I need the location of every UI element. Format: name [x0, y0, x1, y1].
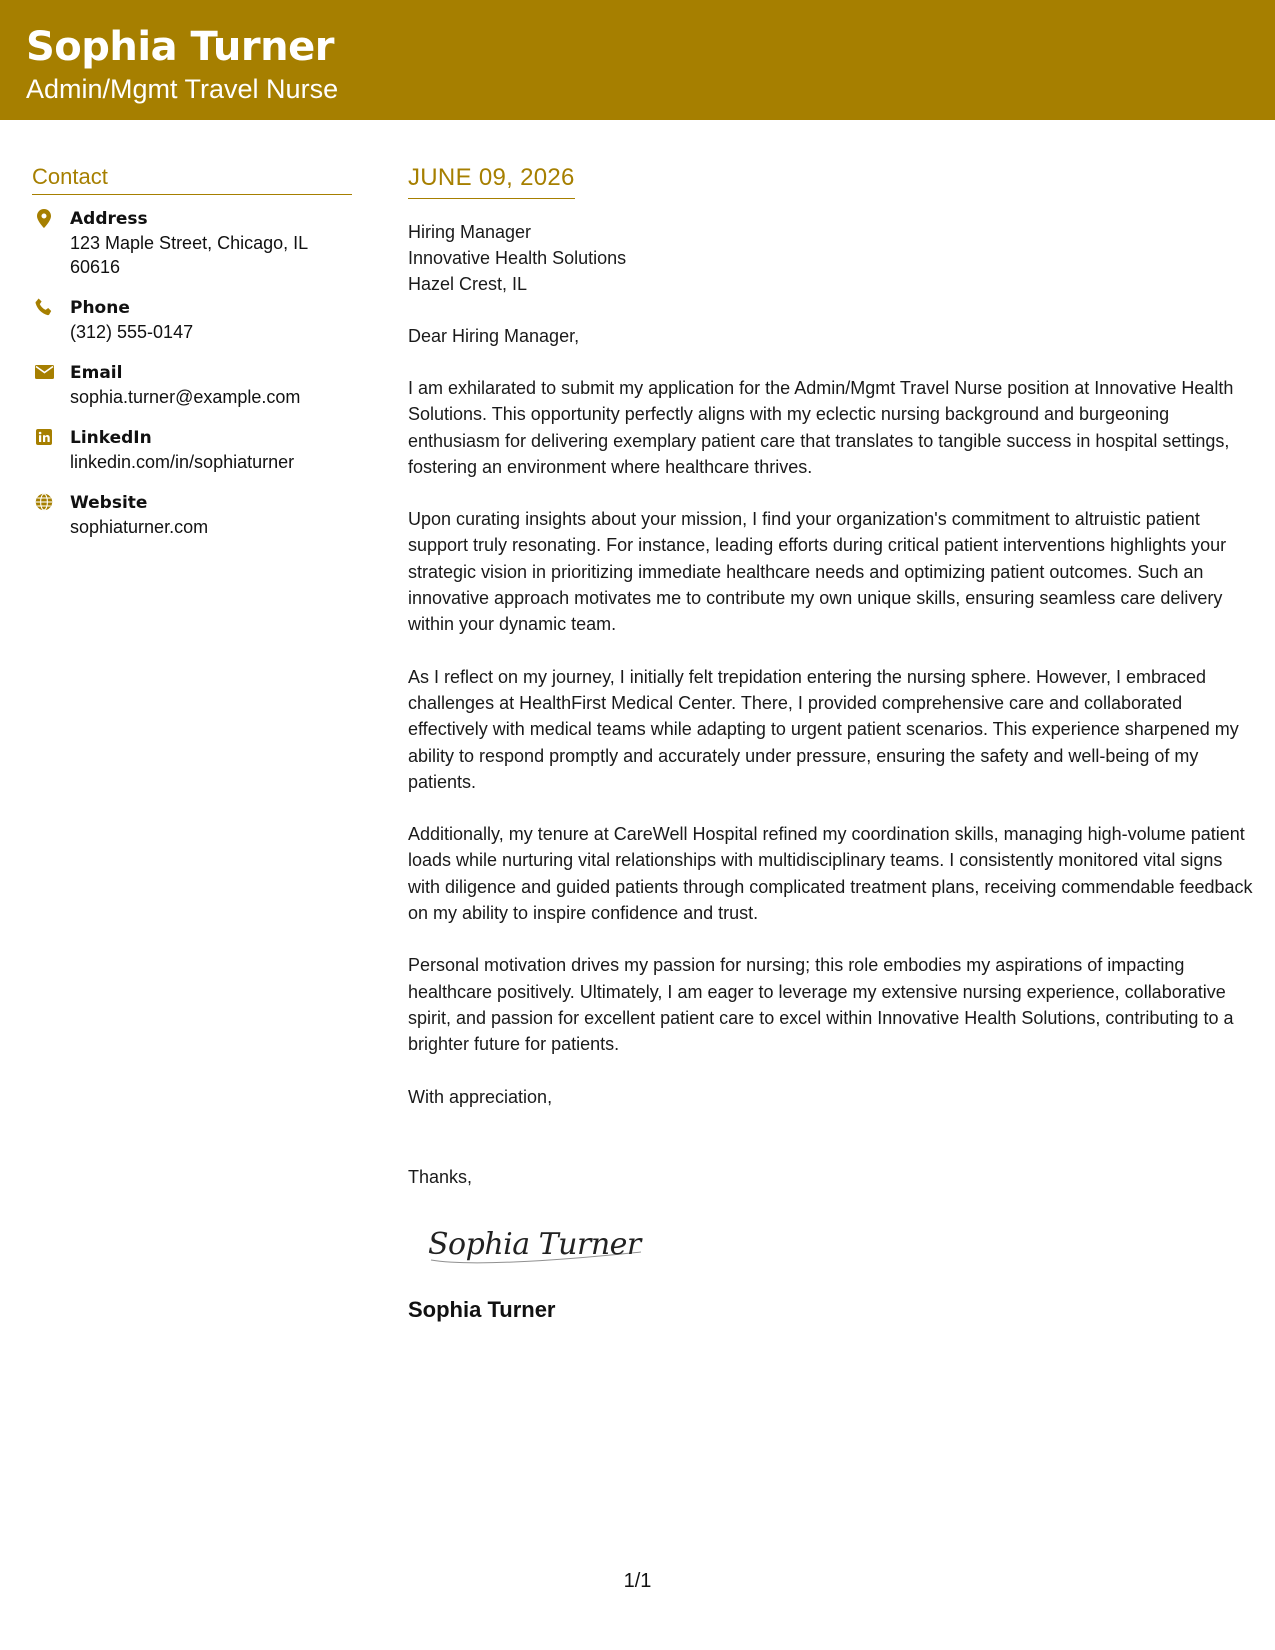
paragraph: Upon curating insights about your mission, I find your organization's commitment to altruistic patient support truly resonating. For instance, leading efforts during critical patient interventions highlights your strategic vision in prioritizing immediate healthcare needs and optimizing patient outcomes. Such an innovative approach motivates me to contribute my own unique skills, ensuring seamless care delivery within your dynamic team.	[408, 509, 1227, 635]
map-pin-icon	[34, 208, 54, 228]
paragraph: Personal motivation drives my passion for nursing; this role embodies my aspirations of impacting healthcare positively. Ultimately, I am eager to leverage my extensive nursing experience, collaborative spirit, and passion for excellent patient care to excel within Innovative Health Solutions, contributing to a brighter future for patients.	[408, 955, 1234, 1055]
globe-icon	[34, 492, 54, 512]
signer-name: Sophia Turner	[408, 1296, 556, 1322]
phone-icon	[34, 297, 54, 317]
recipient-block	[408, 219, 1253, 297]
contact-email	[32, 361, 352, 409]
paragraph: Additionally, my tenure at CareWell Hospital refined my coordination skills, managing high-volume patient loads while nurturing vital relationships with multidisciplinary teams. I consistently monitored vital signs with diligence and guided patients through complicated treatment plans, receiving commendable feedback on my ability to inspire confidence and trust.	[408, 824, 1253, 924]
recipient-company: Innovative Health Solutions	[408, 248, 627, 268]
page-number: 1/1	[623, 1570, 652, 1592]
letter-date: JUNE 09, 2026	[408, 164, 575, 199]
contact-phone	[32, 296, 352, 344]
address-label: Address	[70, 209, 148, 229]
letter-body	[408, 164, 1253, 1323]
envelope-icon	[34, 362, 54, 382]
candidate-name: Sophia Turner	[26, 24, 334, 70]
website-label: Website	[70, 493, 148, 513]
contact-heading: Contact	[32, 164, 352, 195]
phone-value: (312) 555-0147	[70, 322, 194, 342]
contact-address	[32, 207, 352, 279]
contact-sidebar	[32, 164, 352, 556]
contact-linkedin	[32, 426, 352, 474]
linkedin-value: linkedin.com/in/sophiaturner	[70, 452, 295, 472]
address-value: 123 Maple Street, Chicago, IL 60616	[70, 233, 308, 277]
closing: With appreciation,	[408, 1086, 553, 1107]
email-label: Email	[70, 363, 123, 383]
job-title: Admin/Mgmt Travel Nurse	[26, 74, 339, 104]
signature-text: Sophia Turner	[428, 1226, 641, 1262]
header-banner	[0, 0, 1275, 120]
recipient-line: Hiring Manager	[408, 222, 532, 242]
contact-website	[32, 491, 352, 539]
paragraph: As I reflect on my journey, I initially felt trepidation entering the nursing sphere. However, I embraced challenges at HealthFirst Medical Center. There, I provided comprehensive care and collaborated effectively with medical teams while adapting to urgent patient scenarios. This experience sharpened my ability to respond promptly and accurately under pressure, ensuring the safety and well-being of my patients.	[408, 666, 1239, 792]
salutation: Dear Hiring Manager,	[408, 326, 580, 346]
phone-label: Phone	[70, 298, 130, 318]
paragraph: I am exhilarated to submit my application for the Admin/Mgmt Travel Nurse position at Innovative Health Solutions. This opportunity perfectly aligns with my eclectic nursing background and burgeoning enthusiasm for delivering exemplary patient care that translates to tangible success in hospital settings, fostering an environment where healthcare thrives.	[408, 378, 1234, 477]
website-value: sophiaturner.com	[70, 517, 209, 537]
email-value: sophia.turner@example.com	[70, 387, 301, 407]
contact-list	[32, 207, 352, 539]
handwritten-signature	[426, 1216, 656, 1272]
recipient-location: Hazel Crest, IL	[408, 274, 528, 294]
linkedin-label: LinkedIn	[70, 428, 152, 448]
thanks: Thanks,	[408, 1166, 473, 1187]
linkedin-icon	[34, 427, 54, 447]
